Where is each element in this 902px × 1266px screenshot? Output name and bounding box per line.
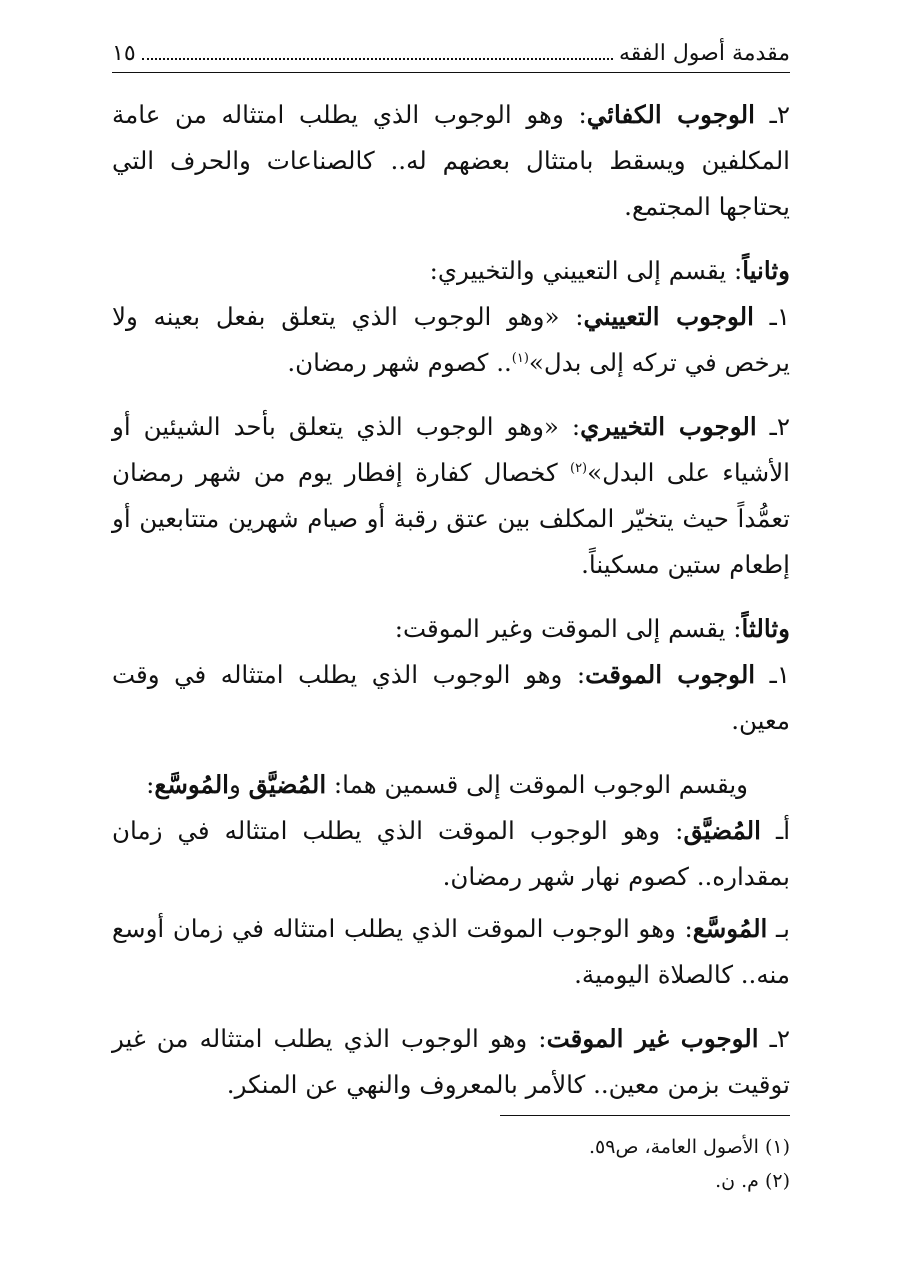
paragraph-text: و [229,770,249,799]
term-heading: الوجوب التخييري [580,412,757,441]
paragraph-text: : وهو الوجوب الموقت الذي يطلب امتثاله في زمان بمقداره.. كصوم نهار شهر رمضان. [112,816,790,891]
running-header [112,36,790,73]
page-number: ١٥ [112,41,136,66]
paragraph-takhyiri [112,404,790,588]
term-heading: المُضيَّق [248,770,327,799]
paragraph-text: : وهو الوجوب الذي يطلب امتثاله من غير توقيت بزمن معين.. كالأمر بالمعروف والنهي عن المنكر. [112,1024,790,1099]
footnote-ref[interactable]: (١) [511,350,529,366]
footnote-ref[interactable]: (٢) [569,460,588,476]
paragraph-text: : وهو الوجوب الموقت الذي يطلب امتثاله في زمان أوسع منه.. كالصلاة اليومية. [112,914,790,989]
item-number: أـ [776,816,791,845]
item-number: ٢ـ [769,100,790,129]
paragraph-text: .. كصوم شهر رمضان. [287,348,512,377]
footnote-separator [500,1115,790,1116]
item-number: ١ـ [769,660,791,689]
term-heading: الوجوب التعييني [583,302,754,331]
paragraph-muwaqqat [112,652,790,744]
paragraph-third-division [112,606,790,652]
term-heading: المُضيَّق [683,816,761,845]
paragraph-text: : [146,770,155,799]
paragraph-mudayyaq [112,808,790,900]
paragraph-muwaqqat-division [112,762,790,808]
paragraph-text: : وهو الوجوب الذي يطلب امتثاله من عامة المكلفين ويسقط بامتثال بعضهم له.. كالصناعات والحرف التي يحتاجها المجتمع. [112,100,790,221]
footnote-2: (٢) م. ن. [715,1170,790,1192]
term-heading: الوجوب الكفائي [586,100,755,129]
paragraph-ghayr-muwaqqat [112,1016,790,1108]
footnotes [290,1130,790,1198]
term-heading: الوجوب الموقت [585,660,756,689]
item-number: ٢ـ [769,412,790,441]
paragraph-second-division [112,248,790,294]
paragraph-text: : يقسم إلى التعييني والتخييري: [429,256,743,285]
paragraph-text: : وهو الوجوب الذي يطلب امتثاله في وقت معين. [112,660,790,735]
paragraph-tayini [112,294,790,386]
term-heading: وثالثاً [741,614,790,643]
item-number: ١ـ [769,302,790,331]
item-number: ٢ـ [769,1024,790,1053]
header-title: مقدمة أصول الفقه [618,41,790,66]
header-dot-leader [142,58,613,60]
paragraph-text: : يقسم إلى الموقت وغير الموقت: [394,614,742,643]
paragraph-text: ويقسم الوجوب الموقت إلى قسمين هما: [326,770,748,799]
paragraph-kifai [112,92,790,230]
term-heading: المُوسَّع [154,770,229,799]
term-heading: وثانياً [742,256,790,285]
paragraph-text: كخصال كفارة إفطار يوم من شهر رمضان تعمُّداً حيث يتخيّر المكلف بين عتق رقبة أو صيام شهرين متتابعين أو إطعام ستين مسكيناً. [112,458,790,579]
page-body [112,92,790,1108]
footnote-1: (١) الأصول العامة، ص٥٩. [589,1136,790,1158]
paragraph-text: : «وهو الوجوب الذي يتعلق بأحد الشيئين أو الأشياء على البدل» [112,412,790,487]
item-number: بـ [775,914,790,943]
term-heading: الوجوب غير الموقت [546,1024,759,1053]
term-heading: المُوسَّع [692,914,768,943]
paragraph-text: : «وهو الوجوب الذي يتعلق بفعل بعينه ولا يرخص في تركه إلى بدل» [112,302,790,377]
paragraph-muwassa [112,906,790,998]
